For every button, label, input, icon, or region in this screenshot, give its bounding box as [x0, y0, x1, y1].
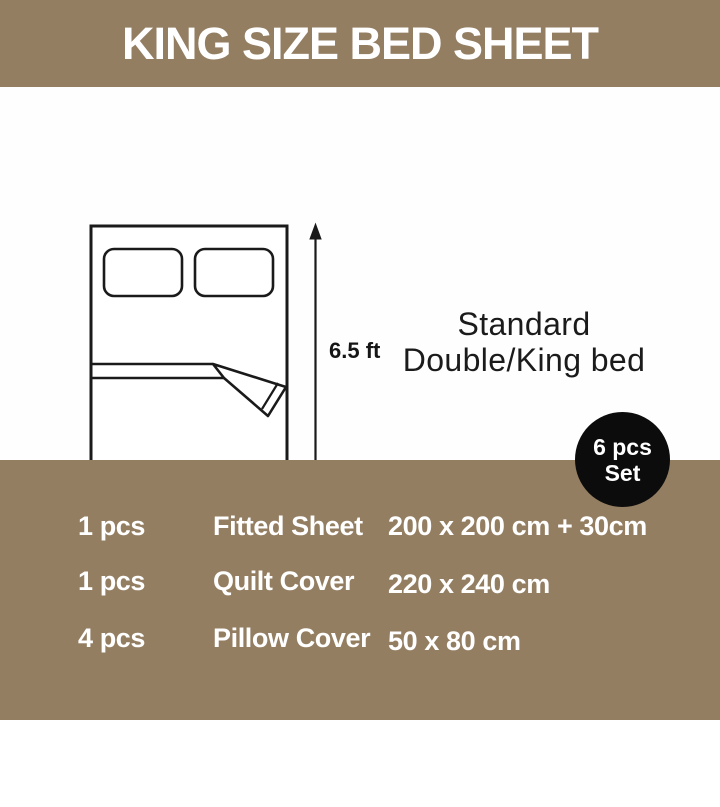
bed-outline [91, 226, 287, 474]
height-arrow [310, 224, 321, 476]
spec-size: 220 x 240 cm [388, 569, 550, 599]
spec-qty: 4 pcs [78, 623, 146, 653]
content-area [0, 87, 720, 460]
sheet-fold-hem-line [262, 383, 278, 409]
spec-name: Quilt Cover [213, 566, 355, 596]
caption-line-1: Standard [457, 306, 591, 342]
height-dimension-label: 6.5 ft [329, 338, 381, 363]
spec-name: Pillow Cover [213, 623, 371, 653]
header-banner [0, 0, 720, 87]
spec-name: Fitted Sheet [213, 511, 363, 541]
spec-row [0, 511, 720, 541]
spec-qty: 1 pcs [78, 566, 146, 596]
set-count-badge [575, 412, 670, 507]
page-title: KING SIZE BED SHEET [121, 17, 599, 69]
pillow-right [195, 249, 273, 296]
spec-qty: 1 pcs [78, 511, 146, 541]
sheet-fold-corner [213, 364, 286, 416]
spec-size: 200 x 200 cm + 30cm [388, 511, 647, 541]
spec-row [0, 566, 720, 599]
bed-type-caption [388, 306, 660, 378]
spec-size: 50 x 80 cm [388, 626, 521, 656]
pillow-left [104, 249, 182, 296]
badge-line-2: Set [604, 460, 641, 486]
spec-row [0, 623, 720, 656]
caption-line-2: Double/King bed [402, 342, 646, 378]
badge-line-1: 6 pcs [593, 434, 652, 460]
